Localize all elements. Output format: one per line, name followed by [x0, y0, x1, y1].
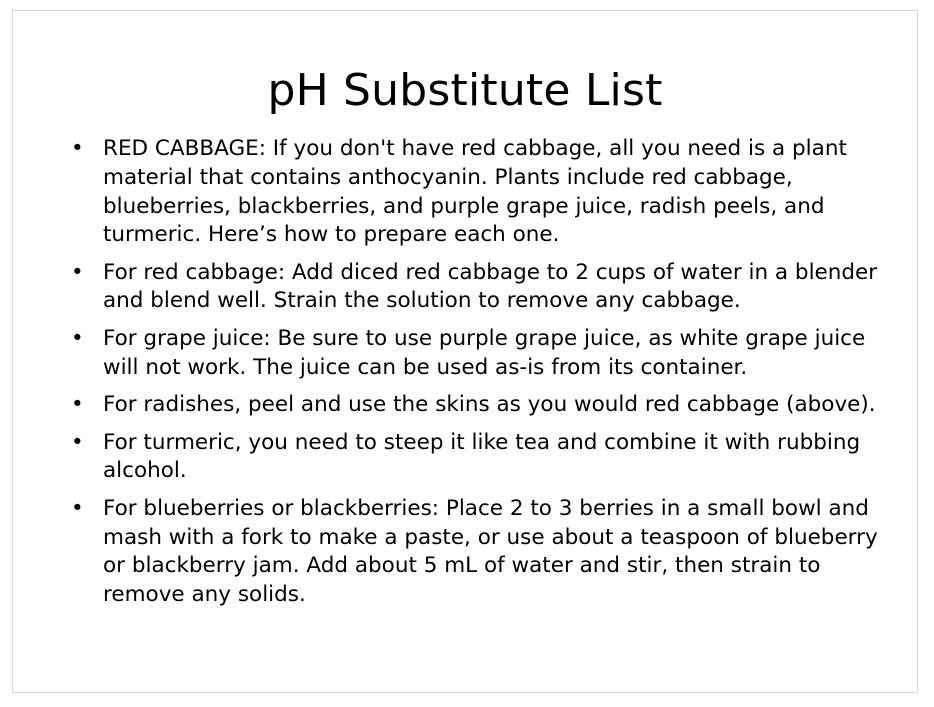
bullet-point-icon: • — [71, 325, 84, 351]
list-item — [59, 325, 881, 382]
bullet-point-icon: • — [71, 136, 84, 162]
list-item — [59, 391, 881, 420]
slide-canvas — [12, 10, 918, 693]
list-item-text: For blueberries or blackberries: Place 2 to 3 berries in a small bowl and mash with a fork to make a paste, or use about a teaspoon of blueberry or blackberry jam. Add about 5 mL of water and stir, then strain to remove any solids. — [103, 495, 878, 607]
bullet-list — [13, 135, 917, 609]
bullet-point-icon: • — [71, 392, 84, 418]
page-title: pH Substitute List — [267, 65, 663, 116]
bullet-point-icon: • — [71, 429, 84, 455]
list-item — [59, 135, 881, 249]
bullet-point-icon: • — [71, 495, 84, 521]
list-item — [59, 429, 881, 486]
list-item-text: RED CABBAGE: If you don't have red cabbage, all you need is a plant material that contains anthocyanin. Plants include red cabbage, blueberries, blackberries, and purple grape juice, radish peels, and turmeric. Here’s how to prepare each one. — [103, 136, 847, 248]
list-item-text: For grape juice: Be sure to use purple grape juice, as white grape juice will not work. The juice can be used as-is from its container. — [103, 325, 866, 380]
list-item-text: For radishes, peel and use the skins as you would red cabbage (above). — [103, 392, 876, 418]
list-item-text: For turmeric, you need to steep it like tea and combine it with rubbing alcohol. — [103, 429, 861, 484]
list-item-text: For red cabbage: Add diced red cabbage to 2 cups of water in a blender and blend well. Strain the solution to remove any cabbage. — [103, 259, 878, 314]
list-item — [59, 495, 881, 609]
bullet-point-icon: • — [71, 259, 84, 285]
list-item — [59, 259, 881, 316]
